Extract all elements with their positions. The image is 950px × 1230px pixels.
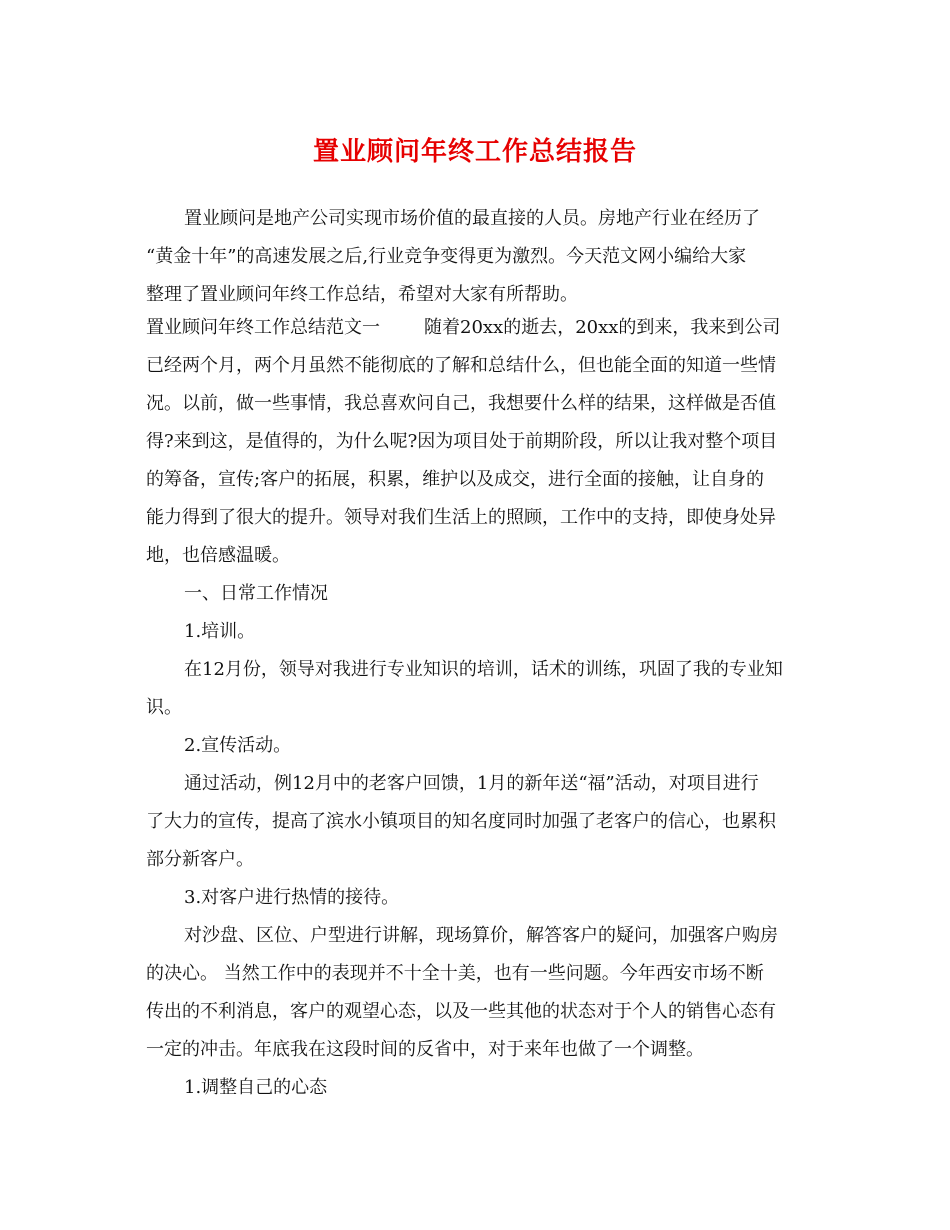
subsection-heading: 3.对客户进行热情的接待。: [184, 887, 400, 908]
subsection-heading: 2.宣传活动。: [184, 735, 292, 756]
paragraph-line: 得?来到这，是值得的，为什么呢?因为项目处于前期阶段，所以让我对整个项目: [146, 431, 778, 452]
subsection-heading: 1.培训。: [184, 621, 256, 642]
paragraph-line: 已经两个月，两个月虽然不能彻底的了解和总结什么，但也能全面的知道一些情: [146, 355, 776, 376]
subsection-heading: 1.调整自己的心态: [184, 1077, 328, 1098]
paragraph-line: 的筹备，宣传;客户的拓展，积累，维护以及成交，进行全面的接触，让自身的: [146, 469, 765, 490]
paragraph-line: 识。: [146, 697, 182, 718]
paragraph-text: 随着20xx的逝去，20xx的到来，我来到公司: [424, 317, 781, 338]
paragraph-line: 置业顾问是地产公司实现市场价值的最直接的人员。房地产行业在经历了: [184, 208, 760, 229]
paragraph-line: 能力得到了很大的提升。领导对我们生活上的照顾，工作中的支持，即使身处异: [146, 507, 776, 528]
paragraph-line: 况。以前，做一些事情，我总喜欢问自己，我想要什么样的结果，这样做是否值: [146, 393, 776, 414]
paragraph-line: [146, 314, 780, 342]
paragraph-line: 在12月份，领导对我进行专业知识的培训，话术的训练，巩固了我的专业知: [184, 659, 783, 680]
paragraph-line: 了大力的宣传，提高了滨水小镇项目的知名度同时加强了老客户的信心，也累积: [146, 811, 776, 832]
section-heading: 一、日常工作情况: [184, 583, 328, 604]
paragraph-line: 整理了置业顾问年终工作总结，希望对大家有所帮助。: [146, 284, 578, 305]
document-title: 置业顾问年终工作总结报告: [312, 137, 637, 167]
paragraph-line: 传出的不利消息，客户的观望心态，以及一些其他的状态对于个人的销售心态有: [146, 1001, 776, 1022]
section-heading: 置业顾问年终工作总结范文一: [146, 317, 380, 338]
paragraph-line: 的决心。 当然工作中的表现并不十全十美，也有一些问题。今年西安市场不断: [146, 963, 764, 984]
paragraph-line: 通过活动，例12月中的老客户回馈，1月的新年送“福”活动，对项目进行: [184, 773, 759, 794]
paragraph-line: 地，也倍感温暖。: [146, 545, 290, 566]
paragraph-line: 部分新客户。: [146, 849, 254, 870]
paragraph-line: 一定的冲击。年底我在这段时间的反省中，对于来年也做了一个调整。: [146, 1039, 704, 1060]
paragraph-line: “黄金十年”的高速发展之后,行业竞争变得更为激烈。今天范文网小编给大家: [146, 246, 747, 267]
paragraph-line: 对沙盘、区位、户型进行讲解，现场算价，解答客户的疑问，加强客户购房: [184, 925, 778, 946]
